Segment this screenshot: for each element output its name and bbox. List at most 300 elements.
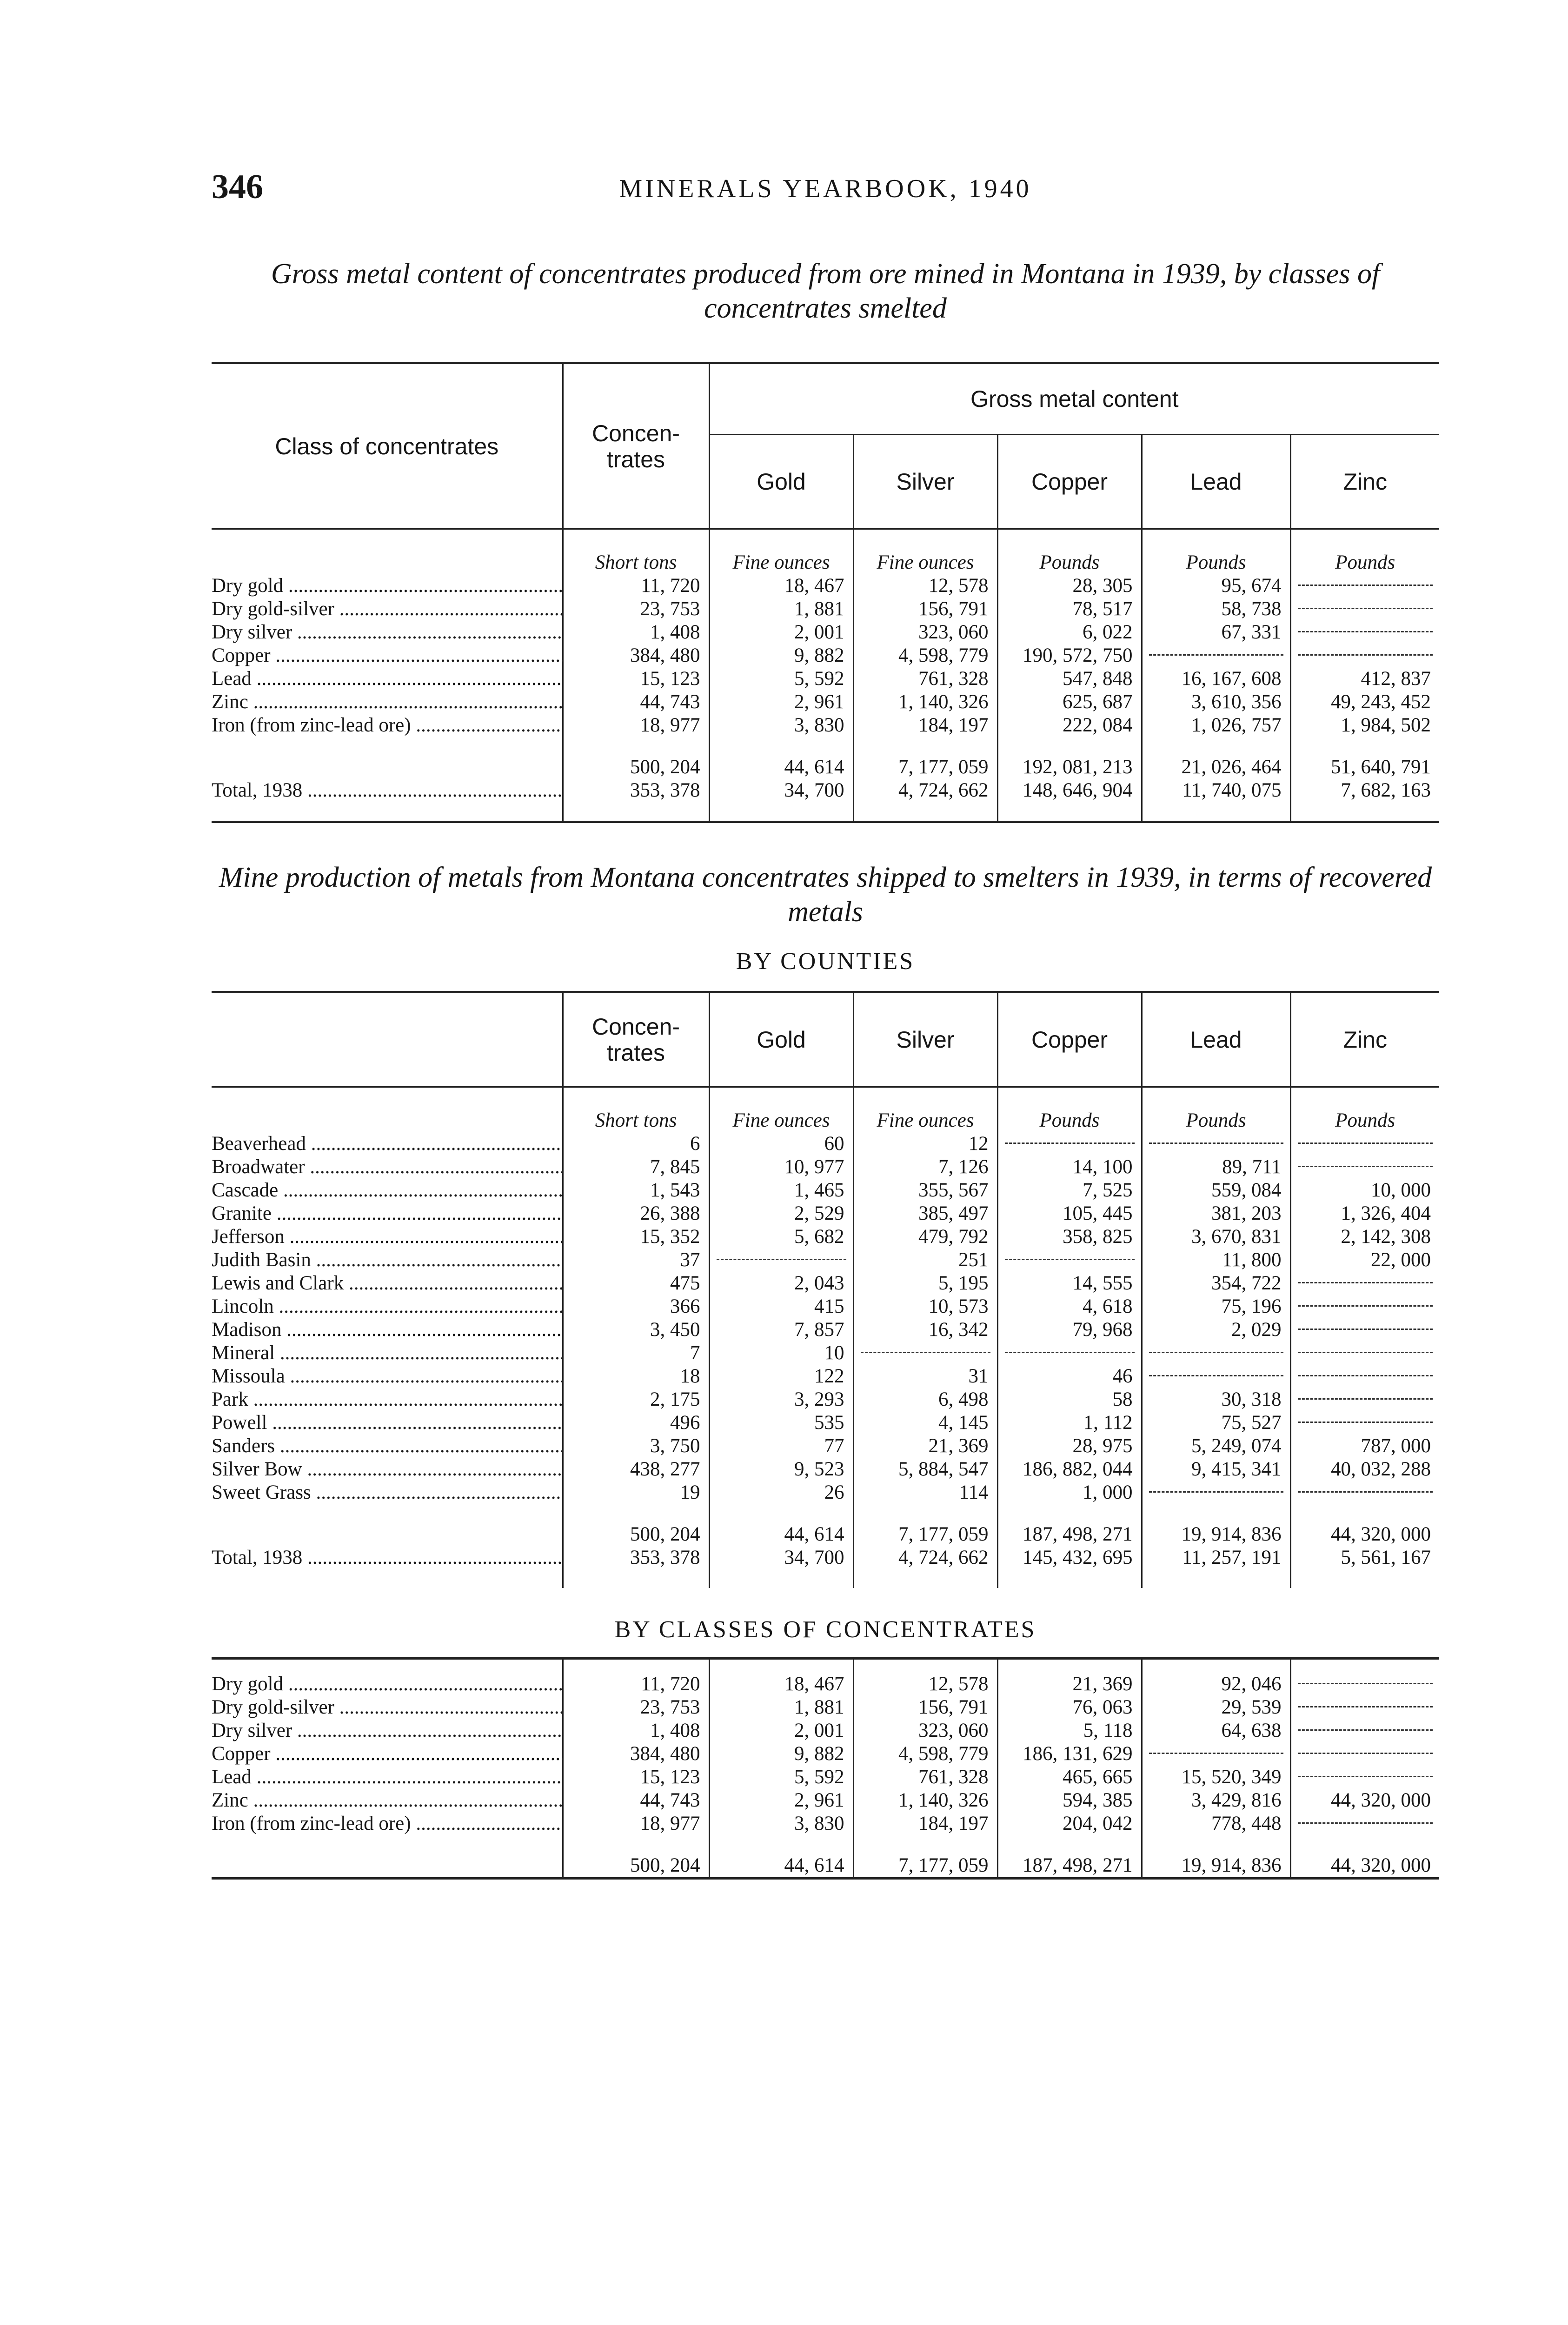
- row-label: Zinc .....: [212, 691, 563, 714]
- cell: 10, 000: [1290, 1179, 1439, 1202]
- cell: 11, 720: [563, 1673, 709, 1696]
- cell: 1, 543: [563, 1179, 709, 1202]
- cell: 19, 914, 836: [1142, 1523, 1290, 1546]
- table-row: [212, 1318, 1439, 1342]
- cell: 40, 032, 288: [1290, 1458, 1439, 1481]
- cell: 475: [563, 1272, 709, 1295]
- cell: 204, 042: [997, 1812, 1142, 1835]
- cell: 156, 791: [853, 598, 997, 621]
- table1-header-concentrates: Concen-trates: [563, 363, 709, 529]
- row-label: Sweet Grass .....: [212, 1481, 563, 1504]
- table2: [212, 991, 1439, 1588]
- table1-unit: Pounds: [1290, 529, 1439, 575]
- cell: 10: [709, 1342, 853, 1365]
- cell: 2, 001: [709, 1719, 853, 1742]
- cell: 92, 046: [1142, 1673, 1290, 1696]
- cell: 496: [563, 1411, 709, 1435]
- empty-cell: [1290, 574, 1439, 598]
- table1-header-zinc: Zinc: [1290, 435, 1439, 529]
- cell: 12, 578: [853, 574, 997, 598]
- cell: 19: [563, 1481, 709, 1504]
- table-row: [212, 1179, 1439, 1202]
- table-row: [212, 1673, 1439, 1696]
- table2-unit: Fine ounces: [853, 1087, 997, 1133]
- table-row: [212, 1225, 1439, 1249]
- cell: 2, 175: [563, 1388, 709, 1411]
- cell: 28, 305: [997, 574, 1142, 598]
- cell: 323, 060: [853, 621, 997, 644]
- cell: 187, 498, 271: [997, 1523, 1142, 1546]
- empty-cell: [1290, 1766, 1439, 1789]
- empty-cell: [1290, 1318, 1439, 1342]
- row-label: Jefferson .....: [212, 1225, 563, 1249]
- cell: 78, 517: [997, 598, 1142, 621]
- row-label: Total, 1938 .....: [212, 779, 563, 822]
- cell: 7, 177, 059: [853, 1854, 997, 1879]
- table-row: [212, 1696, 1439, 1719]
- cell: 1, 140, 326: [853, 1789, 997, 1812]
- table2-unit: Short tons: [563, 1087, 709, 1133]
- row-label: Dry silver .....: [212, 621, 563, 644]
- table-row: [212, 1766, 1439, 1789]
- cell: 16, 167, 608: [1142, 667, 1290, 691]
- row-label: Lead .....: [212, 667, 563, 691]
- table2-header-silver: Silver: [853, 992, 997, 1087]
- table-row: [212, 1719, 1439, 1742]
- row-label: Judith Basin .....: [212, 1249, 563, 1272]
- empty-cell: [1290, 621, 1439, 644]
- cell: 192, 081, 213: [997, 756, 1142, 779]
- row-label: Dry gold .....: [212, 574, 563, 598]
- row-label: Zinc .....: [212, 1789, 563, 1812]
- cell: 500, 204: [563, 756, 709, 779]
- table1-unit: Fine ounces: [709, 529, 853, 575]
- table-row-total-1938: [212, 779, 1439, 822]
- cell: 438, 277: [563, 1458, 709, 1481]
- cell: 4, 724, 662: [853, 779, 997, 822]
- table-row: [212, 1812, 1439, 1835]
- cell: 7, 177, 059: [853, 1523, 997, 1546]
- cell: 1, 140, 326: [853, 691, 997, 714]
- cell: 44, 614: [709, 756, 853, 779]
- cell: 547, 848: [997, 667, 1142, 691]
- empty-cell: [997, 1342, 1142, 1365]
- cell: 18, 977: [563, 1812, 709, 1835]
- cell: 58, 738: [1142, 598, 1290, 621]
- cell: 23, 753: [563, 1696, 709, 1719]
- cell: 4, 598, 779: [853, 1742, 997, 1766]
- cell: 4, 618: [997, 1295, 1142, 1318]
- cell: 2, 961: [709, 1789, 853, 1812]
- table-row: [212, 621, 1439, 644]
- cell: 18, 467: [709, 574, 853, 598]
- cell: 9, 523: [709, 1458, 853, 1481]
- cell: 3, 610, 356: [1142, 691, 1290, 714]
- cell: 34, 700: [709, 1546, 853, 1588]
- row-label: Madison .....: [212, 1318, 563, 1342]
- cell: 156, 791: [853, 1696, 997, 1719]
- cell: 5, 592: [709, 667, 853, 691]
- empty-cell: [1290, 1156, 1439, 1179]
- table3-subtitle: BY CLASSES OF CONCENTRATES: [614, 1616, 1036, 1643]
- row-label: Dry gold .....: [212, 1673, 563, 1696]
- cell: 7, 126: [853, 1156, 997, 1179]
- cell: 1, 984, 502: [1290, 714, 1439, 737]
- cell: 58: [997, 1388, 1142, 1411]
- row-label: Powell .....: [212, 1411, 563, 1435]
- cell: 11, 800: [1142, 1249, 1290, 1272]
- table1-title: Gross metal content of concentrates produced from ore mined in Montana in 1939, by classes of concentrates smelted: [271, 258, 1380, 324]
- cell: 30, 318: [1142, 1388, 1290, 1411]
- cell: 7: [563, 1342, 709, 1365]
- cell: 18, 977: [563, 714, 709, 737]
- empty-cell: [1290, 1696, 1439, 1719]
- cell: 1, 408: [563, 1719, 709, 1742]
- table-row-total: [212, 1854, 1439, 1879]
- table-row: [212, 1202, 1439, 1225]
- table1-header-copper: Copper: [997, 435, 1142, 529]
- cell: 5, 118: [997, 1719, 1142, 1742]
- table2-header-copper: Copper: [997, 992, 1142, 1087]
- table2-unit: Pounds: [1142, 1087, 1290, 1133]
- cell: 412, 837: [1290, 667, 1439, 691]
- empty-cell: [853, 1342, 997, 1365]
- cell: 75, 527: [1142, 1411, 1290, 1435]
- table-row: [212, 1481, 1439, 1504]
- cell: 1, 026, 757: [1142, 714, 1290, 737]
- cell: 2, 001: [709, 621, 853, 644]
- cell: 465, 665: [997, 1766, 1142, 1789]
- table2-header-gold: Gold: [709, 992, 853, 1087]
- cell: 12: [853, 1132, 997, 1156]
- cell: 37: [563, 1249, 709, 1272]
- cell: 559, 084: [1142, 1179, 1290, 1202]
- running-title: MINERALS YEARBOOK, 1940: [619, 174, 1032, 203]
- row-label: Total, 1938 .....: [212, 1546, 563, 1588]
- cell: 353, 378: [563, 1546, 709, 1588]
- table-row: [212, 1342, 1439, 1365]
- cell: 26: [709, 1481, 853, 1504]
- cell: 44, 320, 000: [1290, 1523, 1439, 1546]
- cell: 3, 429, 816: [1142, 1789, 1290, 1812]
- table2-subtitle: BY COUNTIES: [736, 948, 915, 975]
- page-number: 346: [212, 168, 263, 206]
- empty-cell: [1290, 1411, 1439, 1435]
- row-label: Dry silver .....: [212, 1719, 563, 1742]
- cell: 89, 711: [1142, 1156, 1290, 1179]
- row-label: Iron (from zinc-lead ore) .....: [212, 1812, 563, 1835]
- cell: 64, 638: [1142, 1719, 1290, 1742]
- cell: 14, 555: [997, 1272, 1142, 1295]
- cell: 44, 320, 000: [1290, 1854, 1439, 1879]
- table1-header-lead: Lead: [1142, 435, 1290, 529]
- cell: 625, 687: [997, 691, 1142, 714]
- cell: 186, 882, 044: [997, 1458, 1142, 1481]
- table2-header-lead: Lead: [1142, 992, 1290, 1087]
- cell: 5, 592: [709, 1766, 853, 1789]
- cell: 385, 497: [853, 1202, 997, 1225]
- cell: 1, 112: [997, 1411, 1142, 1435]
- cell: 15, 352: [563, 1225, 709, 1249]
- table-row: [212, 574, 1439, 598]
- table-row-total-1938: [212, 1546, 1439, 1588]
- row-label: Silver Bow .....: [212, 1458, 563, 1481]
- cell: 415: [709, 1295, 853, 1318]
- row-label: Dry gold-silver .....: [212, 1696, 563, 1719]
- empty-cell: [1290, 1272, 1439, 1295]
- cell: 384, 480: [563, 1742, 709, 1766]
- cell: 6, 022: [997, 621, 1142, 644]
- cell: 15, 520, 349: [1142, 1766, 1290, 1789]
- cell: 3, 830: [709, 714, 853, 737]
- table-row: [212, 714, 1439, 737]
- cell: 26, 388: [563, 1202, 709, 1225]
- cell: 60: [709, 1132, 853, 1156]
- table-row: [212, 1156, 1439, 1179]
- empty-cell: [1290, 1719, 1439, 1742]
- cell: 15, 123: [563, 1766, 709, 1789]
- table2-unit: Pounds: [997, 1087, 1142, 1133]
- cell: 44, 614: [709, 1854, 853, 1879]
- cell: 51, 640, 791: [1290, 756, 1439, 779]
- table1-header-gross-metal: Gross metal content: [709, 363, 1439, 435]
- cell: 5, 561, 167: [1290, 1546, 1439, 1588]
- cell: 9, 415, 341: [1142, 1458, 1290, 1481]
- table3: [212, 1657, 1439, 1880]
- cell: 5, 195: [853, 1272, 997, 1295]
- table-row: [212, 1295, 1439, 1318]
- table1-header-gold: Gold: [709, 435, 853, 529]
- row-label: Lead .....: [212, 1766, 563, 1789]
- cell: 381, 203: [1142, 1202, 1290, 1225]
- empty-cell: [1290, 1812, 1439, 1835]
- cell: 4, 145: [853, 1411, 997, 1435]
- row-label: Cascade .....: [212, 1179, 563, 1202]
- cell: 2, 029: [1142, 1318, 1290, 1342]
- cell: 6, 498: [853, 1388, 997, 1411]
- table1-unit: Pounds: [1142, 529, 1290, 575]
- cell: 4, 598, 779: [853, 644, 997, 667]
- cell: 1, 881: [709, 1696, 853, 1719]
- cell: 3, 450: [563, 1318, 709, 1342]
- cell: 12, 578: [853, 1673, 997, 1696]
- cell: 114: [853, 1481, 997, 1504]
- cell: 11, 720: [563, 574, 709, 598]
- cell: 7, 845: [563, 1156, 709, 1179]
- cell: 44, 743: [563, 1789, 709, 1812]
- cell: 384, 480: [563, 644, 709, 667]
- cell: 355, 567: [853, 1179, 997, 1202]
- empty-cell: [1142, 1342, 1290, 1365]
- cell: 5, 682: [709, 1225, 853, 1249]
- table1-unit: Short tons: [563, 529, 709, 575]
- row-label: Beaverhead .....: [212, 1132, 563, 1156]
- cell: 7, 525: [997, 1179, 1142, 1202]
- cell: 14, 100: [997, 1156, 1142, 1179]
- cell: 31: [853, 1365, 997, 1388]
- row-label: Granite .....: [212, 1202, 563, 1225]
- cell: 535: [709, 1411, 853, 1435]
- cell: 778, 448: [1142, 1812, 1290, 1835]
- empty-cell: [1142, 1132, 1290, 1156]
- cell: 761, 328: [853, 1766, 997, 1789]
- cell: 354, 722: [1142, 1272, 1290, 1295]
- row-label: Mineral .....: [212, 1342, 563, 1365]
- cell: 1, 000: [997, 1481, 1142, 1504]
- table-row: [212, 1388, 1439, 1411]
- cell: 122: [709, 1365, 853, 1388]
- table-row-total: [212, 1523, 1439, 1546]
- empty-cell: [1290, 1673, 1439, 1696]
- cell: 18, 467: [709, 1673, 853, 1696]
- cell: 2, 529: [709, 1202, 853, 1225]
- cell: 11, 257, 191: [1142, 1546, 1290, 1588]
- cell: 44, 743: [563, 691, 709, 714]
- empty-cell: [709, 1249, 853, 1272]
- running-header: [212, 167, 1439, 219]
- cell: 5, 884, 547: [853, 1458, 997, 1481]
- cell: 787, 000: [1290, 1435, 1439, 1458]
- cell: 353, 378: [563, 779, 709, 822]
- cell: 77: [709, 1435, 853, 1458]
- cell: 2, 961: [709, 691, 853, 714]
- row-label: Lewis and Clark .....: [212, 1272, 563, 1295]
- cell: 9, 882: [709, 644, 853, 667]
- row-label: Lincoln .....: [212, 1295, 563, 1318]
- cell: 7, 857: [709, 1318, 853, 1342]
- cell: 21, 369: [997, 1673, 1142, 1696]
- row-label: Missoula .....: [212, 1365, 563, 1388]
- table-row: [212, 1132, 1439, 1156]
- cell: 28, 975: [997, 1435, 1142, 1458]
- cell: 148, 646, 904: [997, 779, 1142, 822]
- empty-cell: [1290, 1132, 1439, 1156]
- cell: 7, 177, 059: [853, 756, 997, 779]
- cell: 3, 750: [563, 1435, 709, 1458]
- table-row: [212, 1789, 1439, 1812]
- cell: 1, 881: [709, 598, 853, 621]
- empty-cell: [1142, 1742, 1290, 1766]
- table-row: [212, 691, 1439, 714]
- cell: 358, 825: [997, 1225, 1142, 1249]
- empty-cell: [1142, 1481, 1290, 1504]
- cell: 18: [563, 1365, 709, 1388]
- cell: 95, 674: [1142, 574, 1290, 598]
- empty-cell: [1290, 1742, 1439, 1766]
- cell: 16, 342: [853, 1318, 997, 1342]
- empty-cell: [1290, 1481, 1439, 1504]
- table1-header-silver: Silver: [853, 435, 997, 529]
- row-label: Broadwater .....: [212, 1156, 563, 1179]
- table-row: [212, 1411, 1439, 1435]
- cell: 1, 465: [709, 1179, 853, 1202]
- empty-cell: [997, 1132, 1142, 1156]
- cell: 29, 539: [1142, 1696, 1290, 1719]
- cell: 761, 328: [853, 667, 997, 691]
- cell: 19, 914, 836: [1142, 1854, 1290, 1879]
- empty-cell: [1290, 598, 1439, 621]
- table-row: [212, 1458, 1439, 1481]
- cell: 34, 700: [709, 779, 853, 822]
- table1: [212, 362, 1439, 823]
- cell: 15, 123: [563, 667, 709, 691]
- table2-unit: Fine ounces: [709, 1087, 853, 1133]
- cell: 186, 131, 629: [997, 1742, 1142, 1766]
- cell: 500, 204: [563, 1523, 709, 1546]
- page: [212, 167, 1439, 1880]
- table2-header-zinc: Zinc: [1290, 992, 1439, 1087]
- cell: 9, 882: [709, 1742, 853, 1766]
- table2-title: Mine production of metals from Montana concentrates shipped to smelters in 1939, in terms of recovered metals: [219, 862, 1432, 928]
- cell: 500, 204: [563, 1854, 709, 1879]
- row-label: Iron (from zinc-lead ore) .....: [212, 714, 563, 737]
- cell: 1, 408: [563, 621, 709, 644]
- cell: 2, 142, 308: [1290, 1225, 1439, 1249]
- cell: 44, 320, 000: [1290, 1789, 1439, 1812]
- cell: 10, 573: [853, 1295, 997, 1318]
- cell: 187, 498, 271: [997, 1854, 1142, 1879]
- cell: 479, 792: [853, 1225, 997, 1249]
- cell: 44, 614: [709, 1523, 853, 1546]
- row-label: Copper .....: [212, 644, 563, 667]
- cell: 1, 326, 404: [1290, 1202, 1439, 1225]
- cell: 594, 385: [997, 1789, 1142, 1812]
- row-label: Copper .....: [212, 1742, 563, 1766]
- cell: 5, 249, 074: [1142, 1435, 1290, 1458]
- empty-cell: [1290, 1388, 1439, 1411]
- cell: 76, 063: [997, 1696, 1142, 1719]
- table-row: [212, 1742, 1439, 1766]
- cell: 184, 197: [853, 714, 997, 737]
- cell: 79, 968: [997, 1318, 1142, 1342]
- row-label: Sanders .....: [212, 1435, 563, 1458]
- table-row: [212, 667, 1439, 691]
- cell: 7, 682, 163: [1290, 779, 1439, 822]
- empty-cell: [997, 1249, 1142, 1272]
- row-label: Dry gold-silver .....: [212, 598, 563, 621]
- table-row: [212, 1272, 1439, 1295]
- cell: 75, 196: [1142, 1295, 1290, 1318]
- cell: 3, 830: [709, 1812, 853, 1835]
- cell: 49, 243, 452: [1290, 691, 1439, 714]
- empty-cell: [1142, 1365, 1290, 1388]
- table-row-total: [212, 756, 1439, 779]
- empty-cell: [1290, 1365, 1439, 1388]
- cell: 3, 293: [709, 1388, 853, 1411]
- empty-cell: [1142, 644, 1290, 667]
- cell: 222, 084: [997, 714, 1142, 737]
- cell: 21, 369: [853, 1435, 997, 1458]
- cell: 11, 740, 075: [1142, 779, 1290, 822]
- table2-unit: Pounds: [1290, 1087, 1439, 1133]
- table-row: [212, 1435, 1439, 1458]
- table-row: [212, 1365, 1439, 1388]
- cell: 323, 060: [853, 1719, 997, 1742]
- cell: 105, 445: [997, 1202, 1142, 1225]
- table-row: [212, 1249, 1439, 1272]
- cell: 145, 432, 695: [997, 1546, 1142, 1588]
- table-row: [212, 598, 1439, 621]
- table2-header-concentrates: Concen-trates: [563, 992, 709, 1087]
- row-label: Park .....: [212, 1388, 563, 1411]
- cell: 4, 724, 662: [853, 1546, 997, 1588]
- table1-unit: Pounds: [997, 529, 1142, 575]
- cell: 366: [563, 1295, 709, 1318]
- table-row: [212, 644, 1439, 667]
- cell: 184, 197: [853, 1812, 997, 1835]
- table1-unit: Fine ounces: [853, 529, 997, 575]
- empty-cell: [1290, 1342, 1439, 1365]
